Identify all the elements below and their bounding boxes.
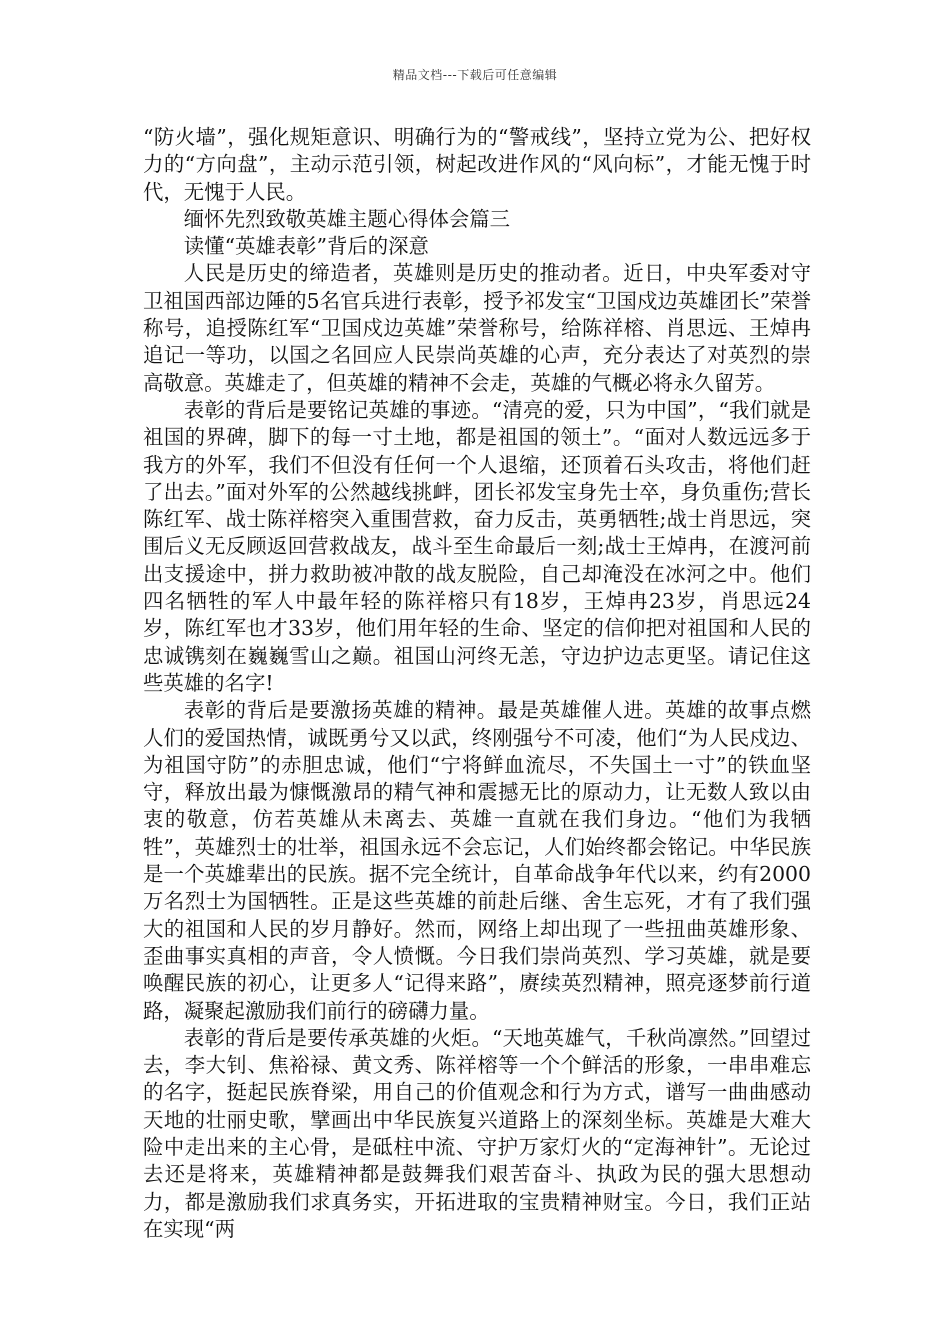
body-paragraph-1: 人民是历史的缔造者，英雄则是历史的推动者。近日，中央军委对守卫祖国西部边陲的5名官兵进行表彰，授予祁发宝“卫国戍边英雄团长”荣誉称号，追授陈红军“卫国戍边英雄”荣誉称号，给陈祥榕、肖思远、王焯冉追记一等功，以国之名回应人民崇尚英雄的心声，充分表达了对英烈的崇高敬意。英雄走了，但英雄的精神不会走，英雄的气概必将永久留芳。 bbox=[143, 261, 811, 395]
body-paragraph-2: 表彰的背后是要铭记英雄的事迹。“清亮的爱，只为中国”，“我们就是祖国的界碑，脚下的每一寸土地，都是祖国的领土”。“面对人数远远多于我方的外军，我们不但没有任何一个人退缩，还顶着石头攻击，将他们赶了出去。”面对外军的公然越线挑衅，团长祁发宝身先士卒，身负重伤;营长陈红军、战士陈祥榕突入重围营救，奋力反击，英勇牺牲;战士肖思远，突围后义无反顾返回营救战友，战斗至生命最后一刻;战士王焯冉，在渡河前出支援途中，拼力救助被冲散的战友脱险，自己却淹没在冰河之中。他们四名牺牲的军人中最年轻的陈祥榕只有18岁，王焯冉23岁，肖思远24岁，陈红军也才33岁，他们用年轻的生命、坚定的信仰把对祖国和人民的忠诚镌刻在巍巍雪山之巅。祖国山河终无恙，守边护边志更坚。请记住这些英雄的名字! bbox=[143, 397, 811, 695]
document-body bbox=[143, 124, 811, 1243]
body-paragraph-4: 表彰的背后是要传承英雄的火炬。“天地英雄气，千秋尚凛然。”回望过去，李大钊、焦裕禄、黄文秀、陈祥榕等一个个鲜活的形象，一串串难忘的名字，挺起民族脊梁，用自己的价值观念和行为方式，谱写一曲曲感动天地的壮丽史歌，擘画出中华民族复兴道路上的深刻坐标。英雄是大难大险中走出来的主心骨，是砥柱中流、守护万家灯火的“定海神针”。无论过去还是将来，英雄精神都是鼓舞我们艰苦奋斗、执政为民的强大思想动力，都是激励我们求真务实，开拓进取的宝贵精神财宝。今日，我们正站在实现“两 bbox=[143, 1025, 811, 1241]
section-title: 缅怀先烈致敬英雄主题心得体会篇三 bbox=[183, 206, 511, 231]
intro-continuation-paragraph: “防火墙”，强化规矩意识、明确行为的“警戒线”，坚持立党为公、把好权力的“方向盘”，主动示范引领，树起改进作风的“风向标”，才能无愧于时代，无愧于人民。 bbox=[143, 125, 811, 204]
body-paragraph-3: 表彰的背后是要激扬英雄的精神。最是英雄催人进。英雄的故事点燃人们的爱国热情，诚既勇兮又以武，终刚强兮不可凌，他们“为人民戍边、为祖国守防”的赤胆忠诚，他们“宁将鲜血流尽，不失国土一寸”的铁血坚守，释放出最为慷慨激昂的精气神和震撼无比的原动力，让无数人致以由衷的敬意，仿若英雄从未离去、英雄一直就在我们身边。“他们为我牺牲”，英雄烈士的壮举，祖国永远不会忘记，人们始终都会铭记。中华民族是一个英雄辈出的民族。据不完全统计，自革命战争年代以来，约有2000万名烈士为国牺牲。正是这些英雄的前赴后继、舍生忘死，才有了我们强大的祖国和人民的岁月静好。然而，网络上却出现了一些扭曲英雄形象、歪曲事实真相的声音，令人愤慨。今日我们崇尚英烈、学习英雄，就是要唤醒民族的初心，让更多人“记得来路”，赓续英烈精神，照亮逐梦前行道路，凝聚起激励我们前行的磅礴力量。 bbox=[143, 698, 811, 1023]
page-header: 精品文档---下载后可任意编辑 bbox=[392, 68, 558, 82]
article-title: 读懂“英雄表彰”背后的深意 bbox=[183, 234, 429, 259]
